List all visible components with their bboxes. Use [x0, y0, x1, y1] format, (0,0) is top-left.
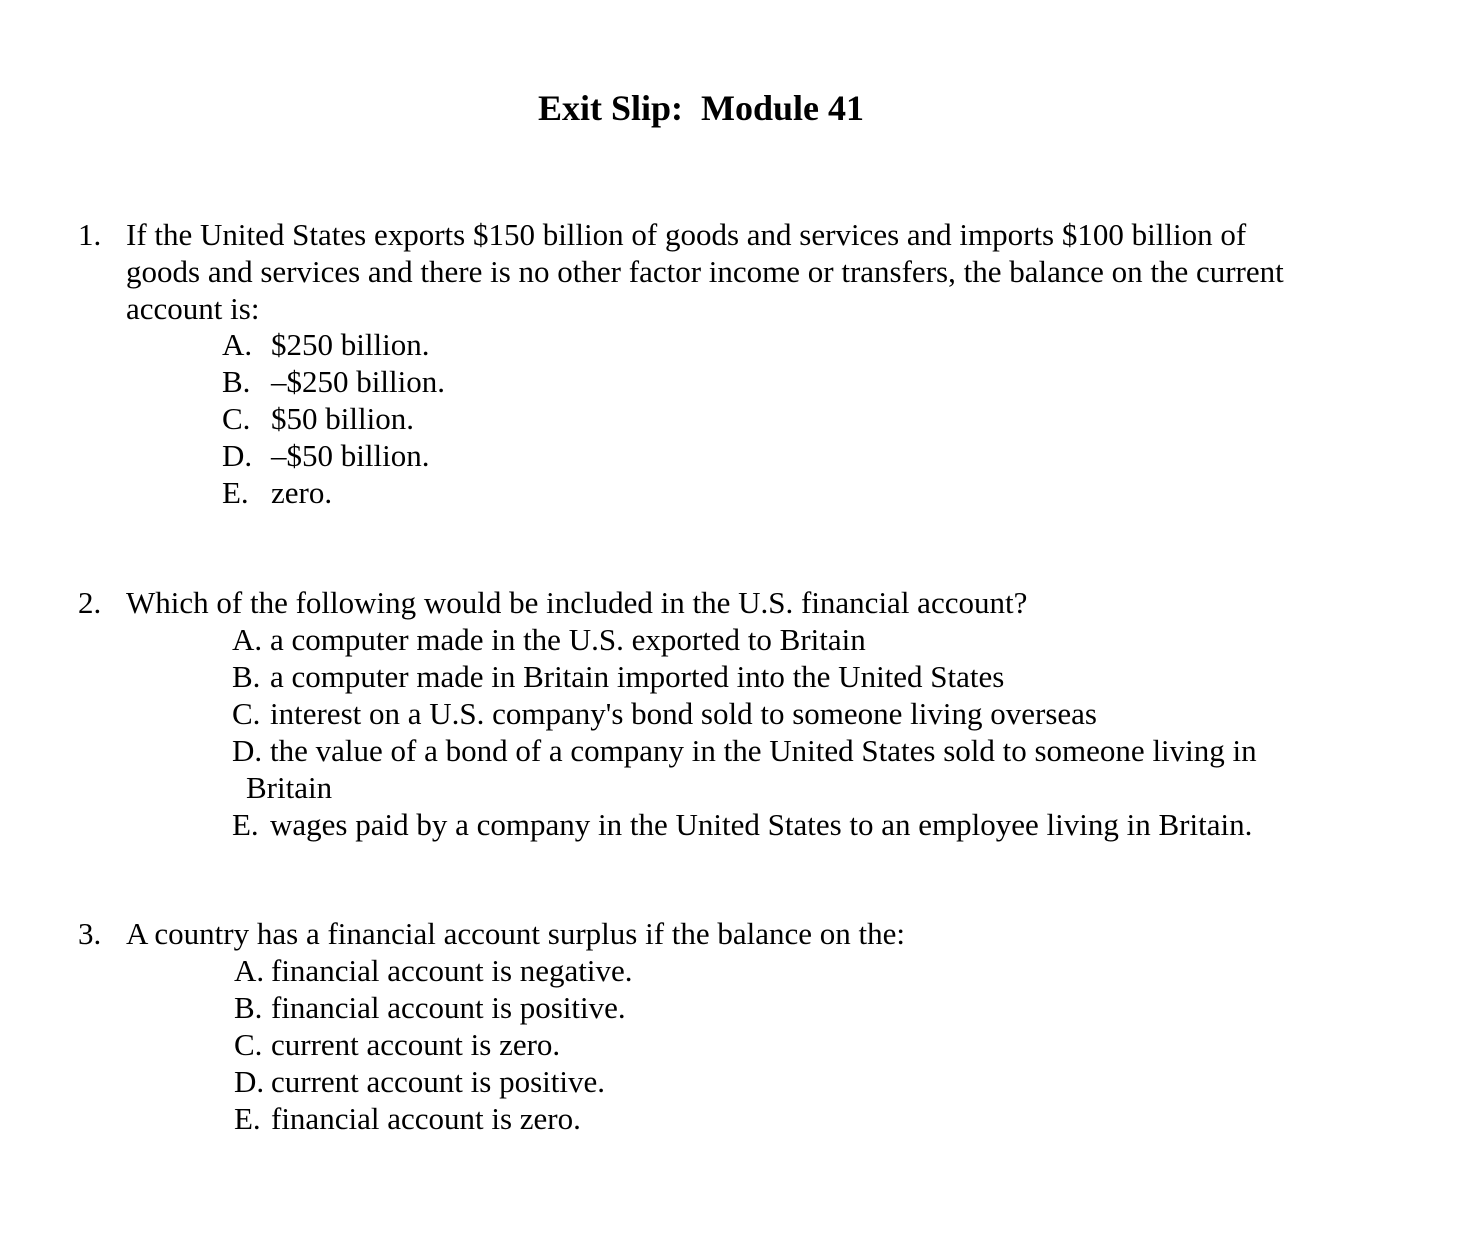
question-2-number: 2.	[78, 585, 102, 620]
option-2d	[232, 732, 1257, 769]
option-2a	[232, 621, 1257, 658]
option-text: –$50 billion.	[271, 438, 430, 473]
option-1a	[222, 326, 445, 363]
option-text: wages paid by a company in the United States to an employee living in Britain.	[270, 807, 1253, 842]
option-1d	[222, 437, 445, 474]
question-2-line-1: Which of the following would be included in the U.S. financial account?	[126, 585, 1028, 620]
option-text: financial account is positive.	[271, 990, 626, 1025]
option-text: a computer made in the U.S. exported to Britain	[270, 622, 866, 657]
option-1b	[222, 363, 445, 400]
question-1-line-1: If the United States exports $150 billion of goods and services and imports $100 billion of	[126, 217, 1247, 252]
option-3d	[234, 1063, 633, 1100]
option-text: current account is zero.	[271, 1027, 561, 1062]
question-1-number: 1.	[78, 217, 102, 252]
option-letter: E.	[234, 1101, 261, 1136]
option-text: $250 billion.	[271, 327, 430, 362]
option-letter: B.	[232, 659, 261, 694]
option-letter: C.	[232, 696, 261, 731]
option-2e	[232, 806, 1257, 843]
question-3-text	[126, 915, 905, 952]
option-letter: A.	[234, 953, 265, 988]
question-3-options	[234, 952, 633, 1137]
option-letter: A.	[222, 327, 253, 362]
option-2b	[232, 658, 1257, 695]
option-text: –$250 billion.	[271, 364, 445, 399]
option-letter: D.	[232, 733, 263, 768]
question-2-text	[126, 584, 1027, 621]
option-3e	[234, 1100, 633, 1137]
question-1-line-3: account is:	[126, 291, 260, 326]
option-3b	[234, 989, 633, 1026]
question-3-line-1: A country has a financial account surplus if the balance on the:	[126, 916, 906, 951]
option-letter: B.	[234, 990, 263, 1025]
option-text: $50 billion.	[271, 401, 414, 436]
option-text: a computer made in Britain imported into the United States	[270, 659, 1005, 694]
option-letter: C.	[234, 1027, 263, 1062]
page-title: Exit Slip: Module 41	[537, 88, 865, 128]
option-letter: C.	[222, 401, 251, 436]
question-1-text	[126, 216, 1284, 327]
question-1-options	[222, 326, 445, 511]
option-1e	[222, 474, 445, 511]
option-letter: E.	[222, 475, 249, 510]
option-text: the value of a bond of a company in the United States sold to someone living in	[270, 733, 1257, 768]
option-letter: B.	[222, 364, 251, 399]
option-letter: D.	[222, 438, 253, 473]
option-letter: D.	[234, 1064, 265, 1099]
option-letter: A.	[232, 622, 263, 657]
option-text: financial account is zero.	[271, 1101, 581, 1136]
option-text: zero.	[271, 475, 333, 510]
option-1c	[222, 400, 445, 437]
option-text: current account is positive.	[271, 1064, 606, 1099]
question-2-options	[232, 621, 1257, 843]
option-letter: E.	[232, 807, 259, 842]
option-2d-continuation: Britain	[246, 770, 333, 805]
option-3a	[234, 952, 633, 989]
question-3-number: 3.	[78, 916, 102, 951]
question-1-line-2: goods and services and there is no other factor income or transfers, the balance on the current	[126, 254, 1284, 289]
option-3c	[234, 1026, 633, 1063]
option-2c	[232, 695, 1257, 732]
option-text: interest on a U.S. company's bond sold to someone living overseas	[270, 696, 1097, 731]
option-text: financial account is negative.	[271, 953, 633, 988]
